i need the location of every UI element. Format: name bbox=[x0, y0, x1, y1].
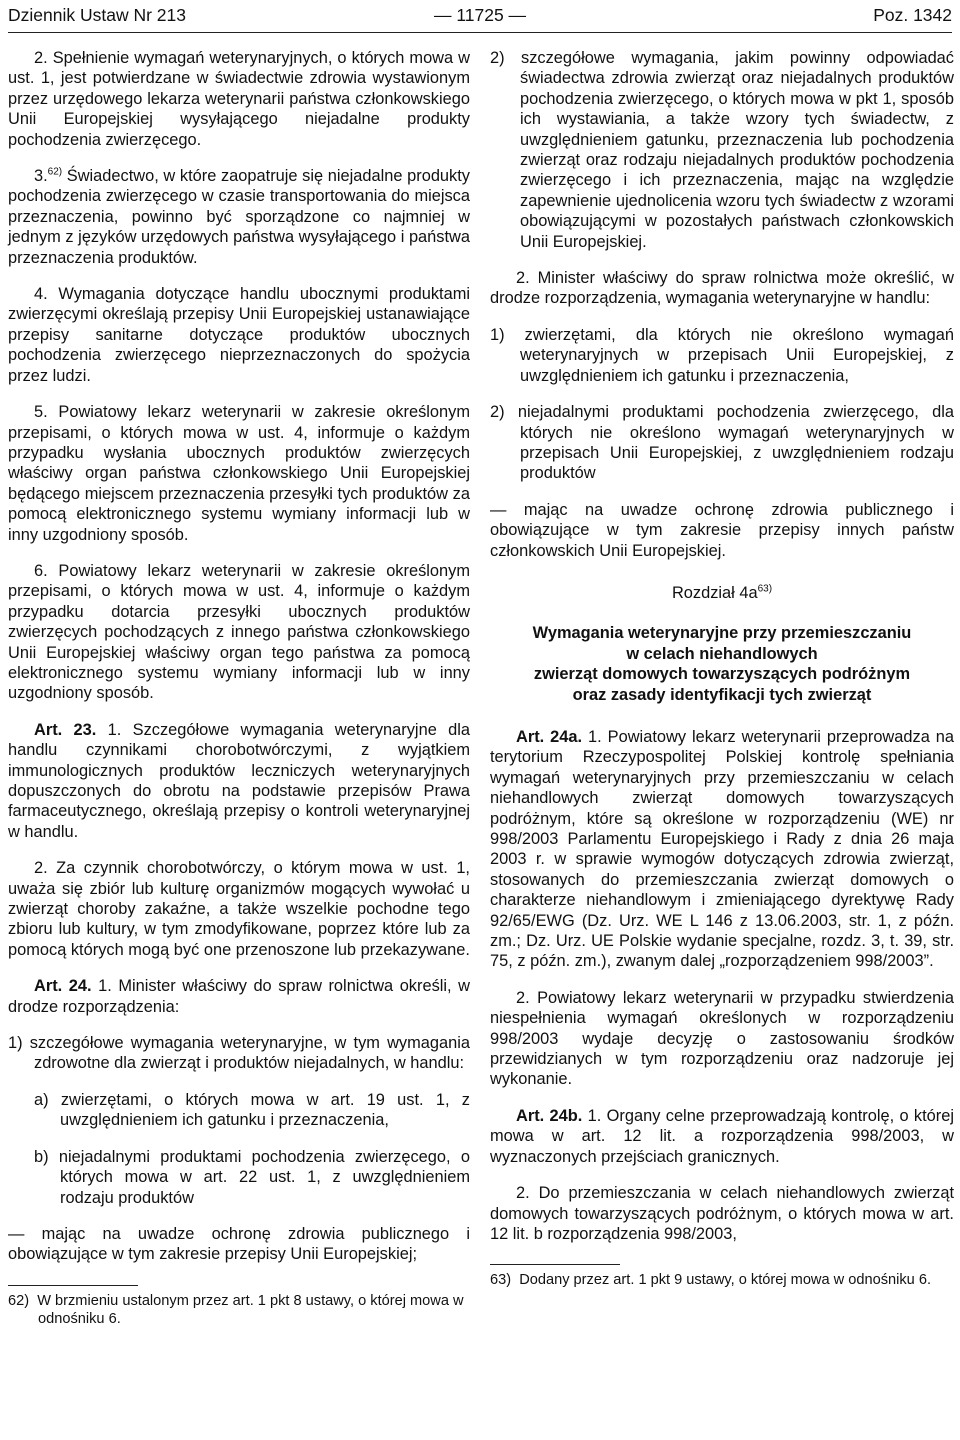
article-text: 1. Minister właściwy do spraw rolnictwa określi, w drodze rozporządzenia: bbox=[8, 977, 470, 1016]
paragraph-number: 3. bbox=[34, 167, 48, 186]
chapter-title bbox=[490, 623, 954, 705]
paragraph-3 bbox=[8, 166, 470, 268]
footnote-rule bbox=[490, 1264, 620, 1265]
footnote-62 bbox=[8, 1292, 470, 1328]
footnote-text: Dodany przez art. 1 pkt 9 ustawy, o której mowa w odnośniku 6. bbox=[519, 1272, 931, 1289]
paragraph-2: 2. Spełnienie wymagań weterynaryjnych, o których mowa w ust. 1, jest potwierdzane w świadectwie zdrowia wystawionym przez urzędowego lekarza weterynarii państwa członkowskiego Unii Europejskiej wysyłającego niejadalne produkty pochodzenia zwierzęcego. bbox=[8, 49, 470, 149]
chapter-title-line: oraz zasady identyfikacji tych zwierząt bbox=[572, 685, 872, 704]
paragraph-text: Świadectwo, w które zaopatruje się niejadalne produkty pochodzenia zwierzęcego w czasie transportowania do miejsca przeznaczenia, powinno być sporządzone co najmniej w jednym z języków urzędowych państwa wysyłającego i państwa przeznaczenia produktów. bbox=[8, 167, 470, 267]
list-item-b: b) niejadalnymi produktami pochodzenia zwierzęcego, o których mowa w art. 22 ust. 1, z uwzględnieniem rodzaju produktów bbox=[34, 1147, 470, 1207]
article-label: Art. 24b. bbox=[516, 1106, 583, 1125]
footnote-ref-62: 62) bbox=[47, 166, 63, 178]
journal-title: Dziennik Ustaw Nr 213 bbox=[8, 5, 186, 25]
paragraph-5: 5. Powiatowy lekarz weterynarii w zakresie określonym przepisami, o których mowa w ust. 4, informuje o każdym przypadku wysłania ubocznych produktów zwierzęcych właściwy organ państwa członkowskiego Unii Europejskiej będącego miejscem przeznaczenia przesyłki tych produktów za pomocą elektronicznego systemu wymiany informacji lub w inny uzgodniony sposób. bbox=[8, 403, 470, 544]
article-24a bbox=[490, 727, 954, 972]
left-column bbox=[8, 48, 470, 1328]
footnote-rule bbox=[8, 1285, 138, 1286]
footnote-mark: 62) bbox=[8, 1292, 30, 1309]
footnote-mark: 63) bbox=[490, 1272, 512, 1289]
page-header bbox=[8, 0, 952, 30]
chapter-label: Rozdział 4a bbox=[671, 583, 758, 602]
article-text: 1. Powiatowy lekarz weterynarii przeprowadza na terytorium Rzeczypospolitej Polskiej kontrolę spełniania wymagań weterynaryjnych przy przemieszczaniu w celach niehandlowych zwierząt domowych towarzyszących podróżnym, które są określone w rozporządzeniu (WE) nr 998/2003 Parlamentu Europejskiego i Rady z dnia 26 maja 2003 r. w sprawie wymogów dotyczących zdrowia zwierząt, stosowanych do przemieszczania zwierząt domowych o charakterze niehandlowym i zmieniającego dyrektywę Rady 92/65/EWG (Dz. Urz. WE L 146 z 13.06.2003, str. 1, z późn. zm.; Dz. Urz. UE Polskie wydanie specjalne, rozdz. 3, t. 39, str. 75, z późn. zm.), zwanym dalej „rozporządzeniem 998/2003”. bbox=[490, 727, 954, 971]
paragraph-6: 6. Powiatowy lekarz weterynarii w zakresie określonym przepisami, o których mowa w ust. 4, informuje o każdym przypadku dotarcia przesyłki ubocznych produktów zwierzęcych pochodzących z innego państwa członkowskiego Unii Europejskiej właściwy organ tego państwa za pomocą elektronicznego systemu wymiany informacji lub w inny uzgodniony sposób. bbox=[8, 561, 470, 703]
chapter-title-line: w celach niehandlowych bbox=[626, 644, 818, 663]
article-text: 1. Szczegółowe wymagania weterynaryjne dla handlu czynnikami chorobotwórczymi, z wyjątkiem immunologicznych produktów leczniczych weterynaryjnych dopuszczonych do obrotu na podstawie przepisów Prawa farmaceutycznego, określają przepisy o kontroli weterynaryjnej w handlu. bbox=[8, 720, 470, 841]
article-24b-paragraph-2: 2. Do przemieszczania w celach niehandlowych zwierząt domowych towarzyszących podróżnym, o których mowa w art. 12 lit. b rozporządzenia 998/2003, bbox=[490, 1184, 954, 1243]
list-item-r1: 1) zwierzętami, dla których nie określono wymagań weterynaryjnych w przepisach Unii Europejskiej, z uwzględnieniem ich gatunku i przeznaczenia, bbox=[490, 325, 954, 385]
list-item-a: a) zwierzętami, o których mowa w art. 19 ust. 1, z uwzględnieniem ich gatunku i przeznaczenia, bbox=[34, 1090, 470, 1130]
chapter-title-line: zwierząt domowych towarzyszących podróżnym bbox=[533, 665, 911, 684]
list-item-2: 2) szczegółowe wymagania, jakim powinny odpowiadać świadectwa zdrowia zwierząt oraz niejadalnych produktów pochodzenia zwierzęcego, o których mowa w pkt 1, sposób ich wystawiania, a także wzory tych świadectw, z uwzględnieniem gatunku, przeznaczenia lub pochodzenia zwierząt oraz rodzaju niejadalnych produktów pochodzenia zwierzęcego i ich przeznaczenia, mając na względzie zapewnienie ujednolicenia wzoru tych świadectw z wzorami obowiązującymi w pozostałych państwach członkowskich Unii Europejskiej. bbox=[490, 49, 954, 251]
footnote-63 bbox=[490, 1271, 954, 1289]
right-column bbox=[490, 48, 954, 1289]
footnote-text: W brzmieniu ustalonym przez art. 1 pkt 8 ustawy, o której mowa w odnośniku 6. bbox=[37, 1292, 464, 1327]
header-rule bbox=[8, 32, 952, 33]
article-text: 1. Organy celne przeprowadzają kontrolę, o której mowa w art. 12 lit. a rozporządzenia 998/2003, w wyznaczonych przejściach granicznych. bbox=[490, 1106, 954, 1166]
paragraph-4: 4. Wymagania dotyczące handlu ubocznymi produktami zwierzęcymi określają przepisy Unii Europejskiej ustanawiające przepisy sanitarne dotyczące produktów ubocznych pochodzenia zwierzęcego nieprzeznaczonych do spożycia przez ludzi. bbox=[8, 285, 470, 385]
article-label: Art. 23. bbox=[34, 720, 97, 739]
paragraph-minister: 2. Minister właściwy do spraw rolnictwa może określić, w drodze rozporządzenia, wymagania weterynaryjne w handlu: bbox=[490, 269, 954, 308]
article-24 bbox=[8, 976, 470, 1017]
footnote-ref-63: 63) bbox=[757, 583, 773, 595]
dash-clause: — mając na uwadze ochronę zdrowia publicznego i obowiązujące w tym zakresie przepisy Unii Europejskiej; bbox=[8, 1224, 470, 1264]
article-24a-paragraph-2: 2. Powiatowy lekarz weterynarii w przypadku stwierdzenia niespełnienia wymagań określonych w rozporządzeniu 998/2003 wydaje decyzję o zastosowaniu środków przewidzianych w tym rozporządzeniu oraz nadzoruje jej wykonanie. bbox=[490, 988, 954, 1089]
article-23 bbox=[8, 720, 470, 842]
chapter-title-line: Wymagania weterynaryjne przy przemieszczaniu bbox=[532, 624, 912, 643]
list-item-1: 1) szczegółowe wymagania weterynaryjne, w tym wymagania zdrowotne dla zwierząt i produktów niejadalnych, w handlu: bbox=[8, 1034, 470, 1073]
dash-clause: — mając na uwadze ochronę zdrowia publicznego i obowiązujące w tym zakresie przepisy innych państw członkowskich Unii Europejskiej. bbox=[490, 500, 954, 560]
position-number: Poz. 1342 bbox=[873, 5, 952, 25]
article-23-paragraph-2: 2. Za czynnik chorobotwórczy, o którym mowa w ust. 1, uważa się zbiór lub kulturę organizmów mogących wywołać u zwierząt choroby zakaźne, a także wszelkie pochodne tego zbioru lub kultury, w tym zmodyfikowane, poprzez które lub za pomocą których mogą być one przenoszone lub przekazywane. bbox=[8, 859, 470, 959]
chapter-heading bbox=[490, 583, 954, 603]
article-label: Art. 24. bbox=[34, 977, 92, 996]
list-item-r2: 2) niejadalnymi produktami pochodzenia zwierzęcego, dla których nie określono wymagań weterynaryjnych w przepisach Unii Europejskiej, z uwzględnieniem rodzaju produktów bbox=[490, 403, 954, 483]
article-24b bbox=[490, 1106, 954, 1167]
article-label: Art. 24a. bbox=[516, 727, 583, 746]
page-number: — 11725 — bbox=[433, 5, 527, 25]
